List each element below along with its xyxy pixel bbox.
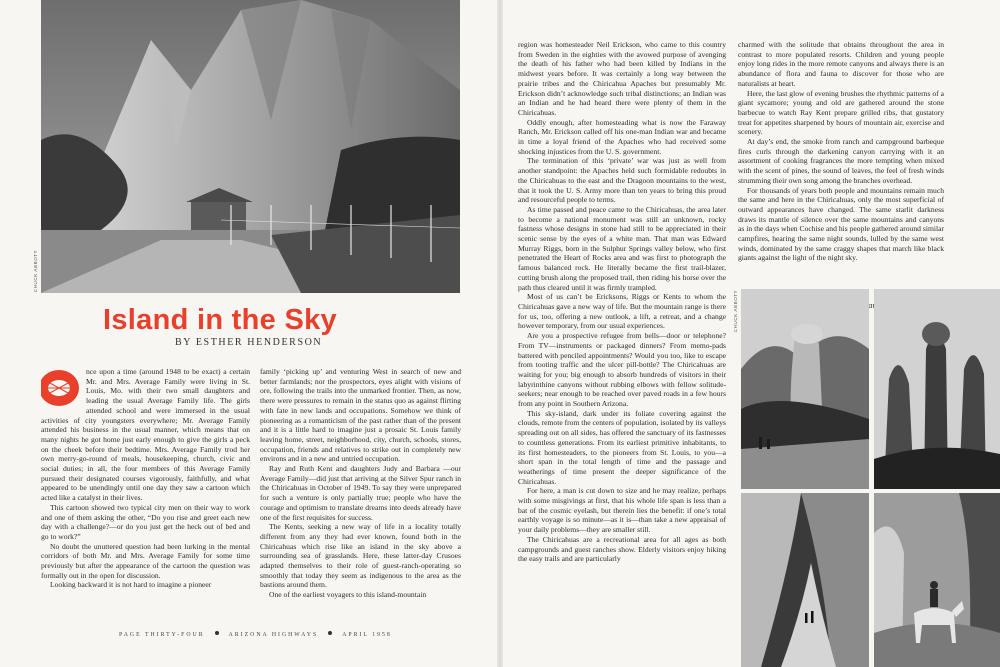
col4-paragraph: For thousands of years both people and mountains remain much the same and here in the Chiricahuas, only the most superficial of outward appearances have changed. The same starlit darkness draws its mantle of silence over the same mountains and canyons as in the days when Cochise and his people gathered around similar campfires, hearing the same night sounds, lulled by the same west winds, dominated by the same craggy shapes that march like black giants against the light of the night sky. [738, 185, 944, 263]
photo-balanced-rocks [874, 289, 1000, 489]
footer-date: APRIL 1958 [342, 632, 392, 638]
col3-paragraph: The termination of this ‘private’ war was just as well from another standpoint: the Apaches held such formidable redoubts in the Chiricahuas to the east and the Dragoon mountains to the west, that it took the U. S. Army more than ten years to bring this proud and resourceful people to terms. [518, 156, 726, 205]
col3-paragraph: As time passed and peace came to the Chiricahuas, the area later to become a national monument was still an unknown, rocky fastness whose designs in stone had still to be appreciated in their scenic sense by the eyes of a white man. That man was Edward Murray Riggs, born in the Sulphur Springs valley below, who first penetrated the Heart of Rocks area and was first to photograph the famous balanced rock. He literally became the first trail-blazer, cutting brush along the proposed trail, then riding his horse over the path thus cleared until it was firmly trampled. [518, 204, 726, 292]
col2-paragraph: The Kents, seeking a new way of life in a locality totally different from any they had ever known, found both in the Chiricahuas which rise like an island in the sky above a surrounding sea of grasslands. Here, these latter-day Crusoes adapted themselves to their role of guest-ranch-operating so smoothly that today they seem as indigenous to the area as the bastions around them. [260, 522, 461, 590]
bullet-icon [328, 631, 332, 635]
col3-paragraph: Most of us can’t be Ericksons, Riggs or Kents to whom the Chiricahuas gave a new way of life. But the mountain range is there for us, too, offering a new outlook, a lift, a retreat, and a change however temporary, from our usual experiences. [518, 292, 726, 331]
col3-paragraph: region was homesteader Neil Erickson, who came to this country from Sweden in the eighties with the avowed purpose of avenging the death of his father who had been killed by Indians in the midwest years before. It was certainly a long way between the prairie tribes and the Chiricahua Apaches but presumably Mr. Erickson didn’t acknowledge such tribal distinctions; an Indian was an Indian and he had heard there were plenty of them in the Chiricahuas. [518, 40, 726, 117]
article-byline: BY ESTHER HENDERSON [175, 337, 323, 348]
col2-paragraph: One of the earliest voyagers to this island-mountain [269, 590, 427, 600]
col3-paragraph: For here, a man is cut down to size and he may realize, perhaps with some misgivings at first, that his whole life span is less than a bat of the cosmic eyelash, but therein lies the benefit: if one’s total earthly voyage is so minute—as it is—than take a new appraisal of your daily problems—they are smaller still. [518, 486, 726, 535]
col4-paragraph: Here, the last glow of evening brushes the rhythmic patterns of a giant sycamore; young and old are gathered around the stone barbecue to watch Ray Kent prepare grilled ribs, that gustatory treat for appetites sharpened by hours of mountain air, exercise and scenery. [738, 88, 944, 137]
bullet-icon [215, 631, 219, 635]
col3-paragraph: The Chiricahuas are a recreational area for all ages as both campgrounds and guest ranches show. Elderly visitors enjoy hiking the easy trails and are particularly [518, 534, 726, 564]
column-4 [738, 40, 944, 280]
col3-paragraph: This sky-island, dark under its foliate covering against the clouds, remote from the centers of population, isolated by its valleys spreading out on all sides, has offered the sanctuary of its fastnesses to countless generations. From its earliest primitive inhabitants, to its first homesteaders, to the pioneers from St. Louis, to you—a short span in the total length of time and the passage and weatherings of time present the deeper significance of the Chiricahuas. [518, 408, 726, 486]
col4-paragraph: At day’s end, the smoke from ranch and campground barbeque fires curls through the darkening canyon carrying with it an assortment of cooking fragrances the more tempting when mixed with the scent of pines, the sound of leaves, the feel of fresh winds strumming their own song among the branches overhead. [738, 137, 944, 185]
column-2 [260, 367, 461, 623]
column-3 [518, 40, 726, 630]
photo-credit-main: CHUCK ABBOTT [33, 250, 38, 293]
column-1 [41, 367, 250, 623]
col1-paragraph: This cartoon showed two typical city men on their way to work and one of them asking the other, “Do you rise and greet each new day with a challenge?—or do you just get the heck out of bed and go to work?” [41, 502, 250, 541]
col4-paragraph: charmed with the solitude that obtains throughout the area in contrast to more populated resorts. Children and young people enjoy long rides in the more remote canyons and always there is an abundance of flora and fauna to discover for those who are naturalists at heart. [738, 40, 944, 88]
col1-paragraph: nce upon a time (around 1948 to be exact) a certain Mr. and Mrs. Average Family were living in St. Louis, Mo. with their two small daughters and leading the usual Average Family life. The girls attended school and were immersed in the usual activities of city youngsters everywhere; Mr. Average Family attended his business in the usual manner, which means that on many nights he got home just early enough to give the girls a peck on the cheek before their bedtime. Mrs. Average Family trod her own merry-go-round of meals, housekeeping, church, civic and social duties; in all, the four members of this Average Family pursued their designated courses vigorously, faithfully, and what appeared to be unendingly until one day they saw a cartoon which acted like a catalyst in their lives. [41, 367, 250, 503]
col2-paragraph: Ray and Ruth Kent and daughters Judy and Barbara —our Average Family—did just that arriving at the Silver Spur ranch in the Chiricahuas in October of 1949. To say they were unprepared for such a venture is only partially true; people who have the courage and optimism to translate dreams into deeds already have one of the first requisites for success. [260, 464, 461, 522]
article-title: Island in the Sky [103, 304, 337, 336]
col3-paragraph: Are you a prospective refugee from bells—door or telephone? From TV—instruments or packaged dinners? From memo-pads battered with penciled appointments? Would you too, like to escape from tooting traffic and the ulcer pill-bottle? The Chiricahuas are waiting for you; big enough to absorb hundreds of visitors in their labyrinthine canyons without rubbing elbows with fellow solitude-seekers; near enough to be reached over paved roads in a few hours from any point in Southern Arizona. [518, 331, 726, 409]
main-photo-chiricahua-ranch [41, 0, 460, 293]
col2-paragraph: family ‘picking up’ and venturing West in search of new and better farmlands; nor the prospectors, eyes alight with visions of ore, following the trails into the unmarked frontier. Then, as now, there were pressures to remain in the status quo as against flirting with fate in new lands and occupations. Somehow we think of pioneering as a romanticism of the past rather than of the present and it is a little hard to imagine just a prosaic St. Louis family leaving home, street, neighborhood, city, church, schools, stores, occupation, friends and relatives to strike out in completely new environs and in a new and untried occupation. [260, 367, 461, 464]
photo-rider-on-horse [874, 493, 1000, 667]
photo-credit-grid: CHUCK ABBOTT [733, 290, 738, 333]
footer-page: PAGE THIRTY-FOUR [119, 632, 205, 638]
col1-paragraph: Looking backward it is not hard to imagine a pioneer [50, 580, 212, 590]
col3-paragraph: Oddly enough, after homesteading what is now the Faraway Ranch, Mr. Erickson called off his one-man Indian war and became in time a loyal friend of the Apaches who had received some shocking injustices from the U. S. government. [518, 117, 726, 156]
drop-cap-o [41, 368, 80, 408]
photo-canyon-trail [741, 493, 869, 667]
footer-magazine: ARIZONA HIGHWAYS [228, 632, 319, 638]
page-gutter [497, 0, 503, 667]
photo-rock-spires-hikers [741, 289, 869, 489]
page-footer [119, 631, 402, 638]
col1-paragraph: No doubt the unuttered question had been lurking in the mental corridors of both Mr. and Mrs. Average Family for some time previously but after the appearance of the cartoon the question was formally out in the open for discussion. [41, 541, 250, 580]
